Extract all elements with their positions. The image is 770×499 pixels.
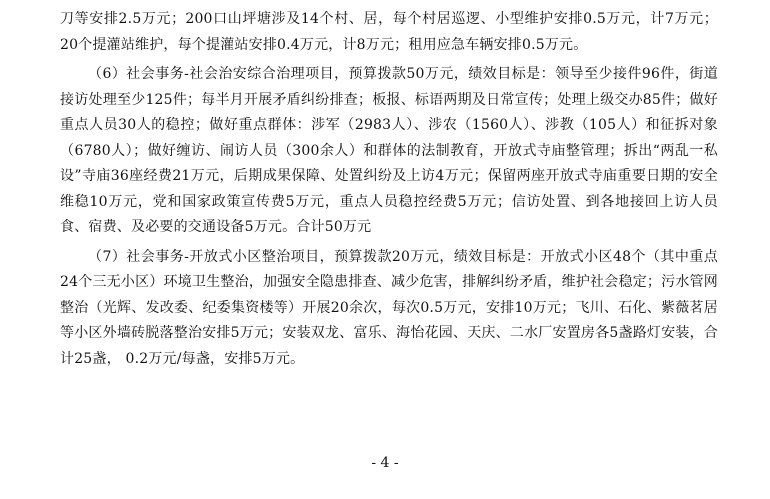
page-number: - 4 - xyxy=(371,455,399,471)
paragraph-continued: 刀等安排2.5万元；200口山坪塘涉及14个村、居，每个村居巡逻、小型维护安排0.5万元，计7万元；20个提灌站维护，每个提灌站安排0.4万元，计8万元；租用应急车辆安排0.5万元。 xyxy=(60,11,718,53)
paragraph-item-7: （7）社会事务-开放式小区整治项目，预算拨款20万元，绩效目标是：开放式小区48个（其中重点24个三无小区）环境卫生整治，加强安全隐患排查、减少危害，排解纠纷矛盾，维护社会稳定；污水管网整治（光辉、发改委、纪委集资楼等）开展20余次，每次0.5万元，安排10万元；飞川、石化、紫薇茗居等小区外墙砖脱落整治安排5万元；安装双龙、富乐、海怡花园、天庆、二水厂安置房各5盏路灯安装，合计25盏， 0.2万元/每盏，安排5万元。 xyxy=(60,248,718,367)
paragraph-item-6: （6）社会事务-社会治安综合治理项目，预算拨款50万元，绩效目标是：领导至少接件96件，街道接访处理至少125件；每半月开展矛盾纠纷排查；板报、标语两期及日常宣传；处理上级交办85件；做好重点人员30人的稳控；做好重点群体：涉军（2983人）、涉农（1560人）、涉教（105人）和征拆对象（6780人）；做好缠访、闹访人员（300余人）和群体的法制教育，开放式寺庙整管理；拆出“两乱一私设”寺庙36座经费21万元，后期成果保障、处置纠纷及上访4万元；保留两座开放式寺庙重要日期的安全维稳10万元，党和国家政策宣传费5万元，重点人员稳控经费5万元；信访处置、到各地接回上访人员食、宿费、及必要的交通设备5万元。合计50万元 xyxy=(60,66,718,235)
